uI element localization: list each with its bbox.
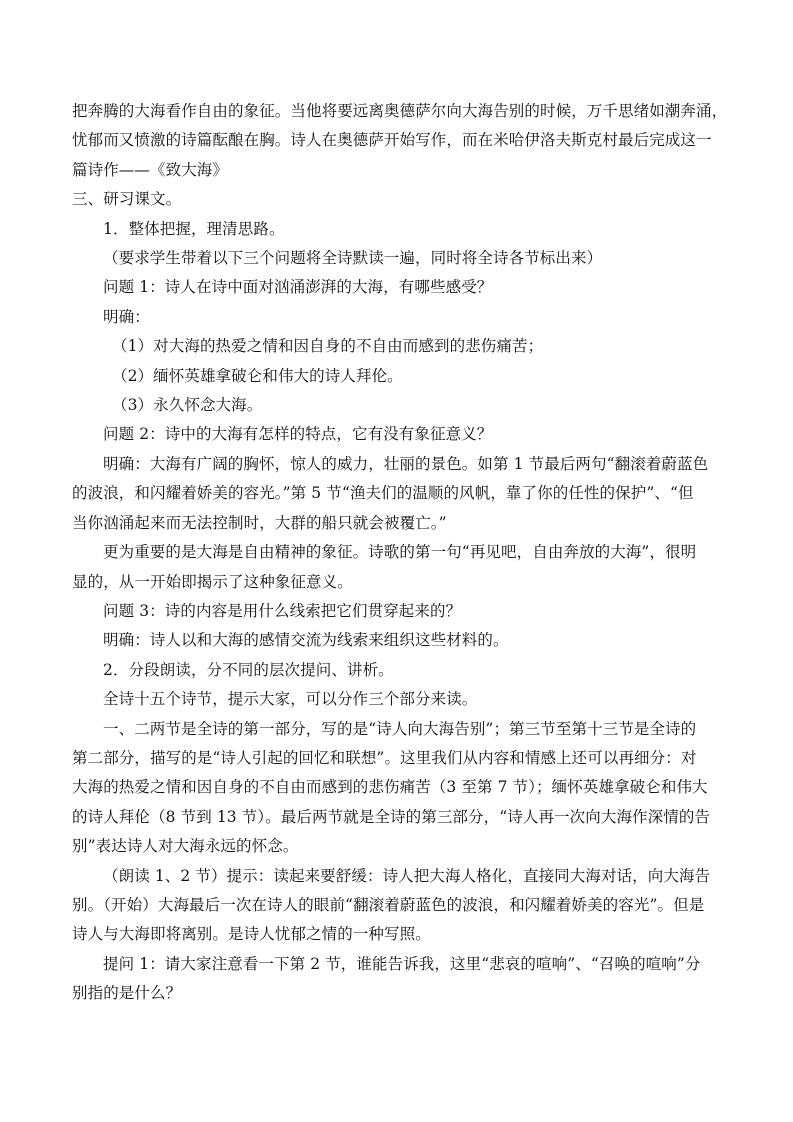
- text-line: 把奔腾的大海看作自由的象征。当他将要远离奥德萨尔向大海告别的时候，万千思绪如潮奔涌，: [72, 102, 728, 120]
- text-line: 明确：诗人以和大海的感情交流为线索来组织这些材料的。: [103, 631, 509, 650]
- question-line: 问题 2：诗中的大海有怎样的特点，它有没有象征意义？: [103, 425, 493, 444]
- list-item: （2）缅怀英雄拿破仑和伟大的诗人拜伦。: [112, 366, 403, 385]
- text-line: 的诗人拜伦（8 节到 13 节）。最后两节就是全诗的第三部分，“诗人再一次向大海作深情的告: [72, 807, 711, 826]
- text-line: 当你汹涌起来而无法控制时，大群的船只就会被覆亡。”: [72, 513, 447, 532]
- text-line: 一、二两节是全诗的第一部分，写的是“诗人向大海告别”；第三节至第十三节是全诗的: [103, 719, 697, 738]
- list-item: （1）对大海的热爱之情和因自身的不自由而感到的悲伤痛苦；: [112, 337, 544, 356]
- list-item: （3）永久怀念大海。: [112, 396, 263, 415]
- text-line: 别指的是什么？: [72, 984, 182, 1003]
- text-line: 的波浪，和闪耀着娇美的容光。”第 5 节“渔夫们的温顺的风帆，靠了你的任性的保护”、“但: [72, 484, 694, 503]
- text-line: 更为重要的是大海是自由精神的象征。诗歌的第一句“再见吧，自由奔放的大海”，很明: [103, 543, 697, 562]
- text-line: （朗读 1、2 节）提示：读起来要舒缓：诗人把大海人格化，直接同大海对话，向大海告: [103, 866, 711, 885]
- subsection-heading: 1．整体把握，理清思路。: [103, 219, 285, 238]
- text-line: 别。（开始）大海最后一次在诗人的眼前“翻滚着蔚蓝色的波浪，和闪耀着娇美的容光”。但是: [72, 895, 705, 914]
- text-line: 明确：大海有广阔的胸怀，惊人的威力，壮丽的景色。如第 1 节最后两句“翻滚着蔚蓝色: [103, 454, 709, 473]
- document-body: [72, 97, 728, 1009]
- text-line: 篇诗作——《致大海》: [72, 160, 229, 179]
- text-line: （要求学生带着以下三个问题将全诗默读一遍，同时将全诗各节标出来）: [103, 249, 603, 268]
- question-line: 问题 1：诗人在诗中面对汹涌澎湃的大海，有哪些感受？: [103, 278, 493, 297]
- subsection-heading: 2．分段朗读，分不同的层次提问、讲析。: [103, 660, 394, 679]
- question-line: 问题 3：诗的内容是用什么线索把它们贯穿起来的？: [103, 601, 462, 620]
- text-line: 显的，从一开始即揭示了这种象征意义。: [72, 572, 353, 591]
- text-line: 全诗十五个诗节，提示大家，可以分作三个部分来读。: [103, 690, 478, 709]
- text-line: 第二部分，描写的是“诗人引起的回忆和联想”。这里我们从内容和情感上还可以再细分：对: [72, 748, 697, 767]
- answer-label: 明确：: [103, 307, 150, 326]
- text-line: 诗人与大海即将离别。是诗人忧郁之情的一种写照。: [72, 925, 431, 944]
- text-line: 别”表达诗人对大海永远的怀念。: [72, 837, 299, 856]
- section-heading: 三、研习课文。: [72, 190, 182, 209]
- question-line: 提问 1：请大家注意看一下第 2 节，谁能告诉我，这里“悲哀的喧响”、“召唤的喧响”分: [103, 954, 701, 973]
- text-line: 忧郁而又愤激的诗篇酝酿在胸。诗人在奥德萨开始写作，而在米哈伊洛夫斯克村最后完成这一: [72, 131, 712, 150]
- text-line: 大海的热爱之情和因自身的不自由而感到的悲伤痛苦（3 至第 7 节）；缅怀英雄拿破仑和伟大: [72, 778, 708, 797]
